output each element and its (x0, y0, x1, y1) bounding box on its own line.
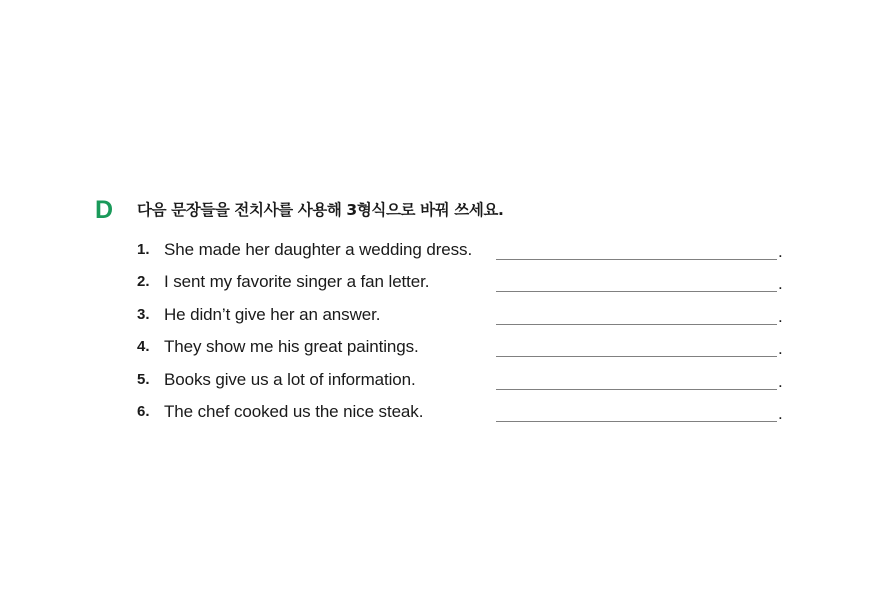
exercise-item-3 (137, 303, 797, 335)
item-sentence: He didn’t give her an answer. (164, 304, 381, 324)
exercise-list (137, 238, 797, 432)
answer-period: . (778, 306, 783, 326)
answer-blank[interactable] (496, 324, 777, 325)
item-number: 4. (137, 338, 150, 356)
section-instruction: 다음 문장들을 전치사를 사용해 3형식으로 바꿔 쓰세요. (137, 201, 504, 219)
item-number: 5. (137, 370, 150, 388)
item-number: 6. (137, 402, 150, 420)
item-sentence: She made her daughter a wedding dress. (164, 240, 473, 259)
item-number: 1. (137, 241, 150, 258)
item-number: 2. (137, 273, 150, 291)
exercise-item-5 (137, 368, 797, 400)
answer-blank[interactable] (496, 356, 777, 357)
answer-period: . (778, 403, 783, 423)
exercise-item-4 (137, 335, 797, 367)
exercise-item-1 (137, 238, 797, 270)
section-letter: D (95, 196, 114, 224)
answer-period: . (778, 371, 783, 391)
item-sentence: I sent my favorite singer a fan letter. (164, 272, 430, 292)
answer-blank[interactable] (496, 389, 777, 390)
answer-period: . (778, 339, 783, 359)
answer-period: . (778, 242, 783, 261)
item-sentence: They show me his great paintings. (164, 337, 419, 357)
item-sentence: Books give us a lot of information. (164, 369, 416, 389)
answer-blank[interactable] (496, 421, 777, 422)
answer-blank[interactable] (496, 291, 777, 292)
answer-period: . (778, 274, 783, 294)
exercise-item-2 (137, 270, 797, 302)
item-sentence: The chef cooked us the nice steak. (164, 401, 424, 421)
exercise-item-6 (137, 400, 797, 432)
answer-blank[interactable] (496, 259, 777, 260)
item-number: 3. (137, 305, 150, 323)
